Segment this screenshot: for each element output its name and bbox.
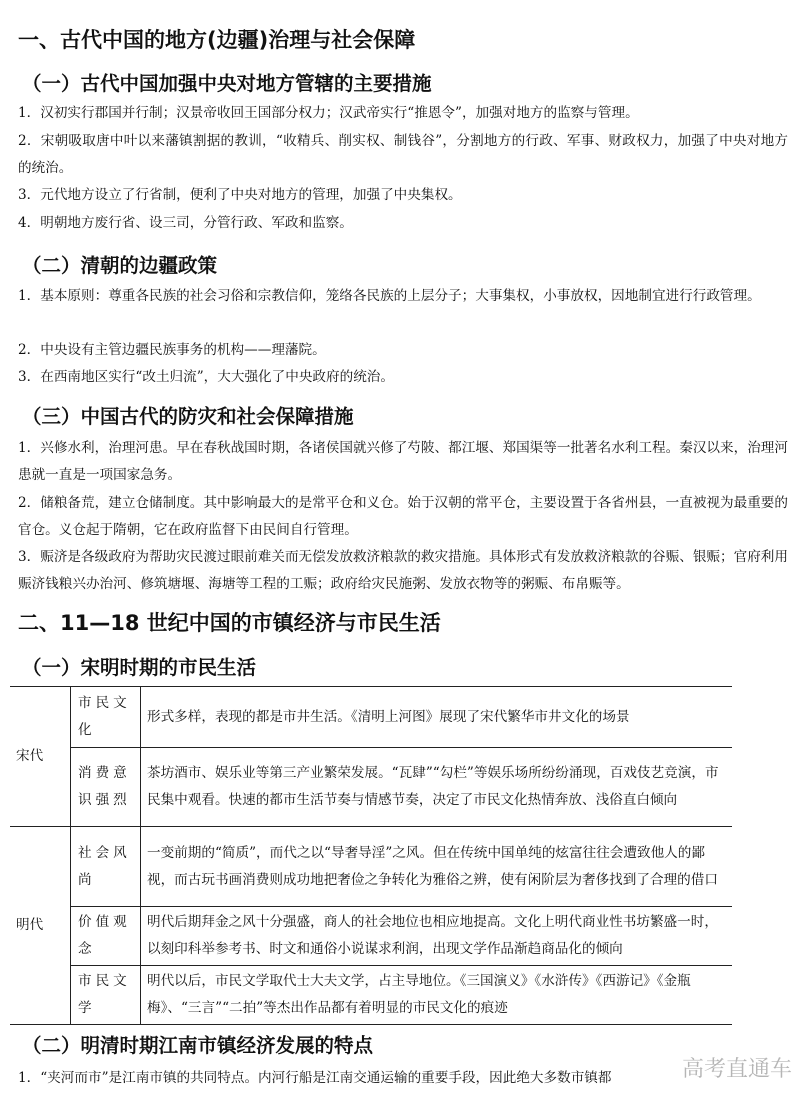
aspect-cell: 社会风尚 bbox=[71, 827, 141, 907]
aspect-cell: 市民文化 bbox=[71, 687, 141, 748]
content-cell: 形式多样，表现的都是市井生活。《清明上河图》展现了宋代繁华市井文化的场景 bbox=[141, 687, 733, 748]
paragraph: 3．赈济是各级政府为帮助灾民渡过眼前难关而无偿发放救济粮款的救灾措施。具体形式有发放救济粮款的谷赈、银赈；官府利用赈济钱粮兴办治河、修筑塘堰、海塘等工程的工赈；政府给灾民施粥、发放衣物等的粥赈、布帛赈等。 bbox=[18, 549, 788, 592]
paragraph: 3．在西南地区实行“改土归流”，大大强化了中央政府的统治。 bbox=[18, 369, 394, 385]
section-1-title: 一、古代中国的地方(边疆)治理与社会保障 bbox=[18, 28, 416, 52]
paragraph: 2．储粮备荒，建立仓储制度。其中影响最大的是常平仓和义仓。始于汉朝的常平仓，主要设置于各省州县，一直被视为最重要的官仓。义仓起于隋朝，它在政府监督下由民间自行管理。 bbox=[18, 495, 788, 538]
subsection-title: （一）宋明时期的市民生活 bbox=[22, 656, 257, 679]
watermark: 高考直通车 bbox=[681, 1057, 792, 1082]
era-cell: 明代 bbox=[10, 827, 71, 1025]
content-cell: 明代以后，市民文学取代士大夫文学，占主导地位。《三国演义》《水浒传》《西游记》《金瓶梅》、“三言”“二拍”等杰出作品都有着明显的市民文化的痕迹 bbox=[141, 966, 733, 1025]
aspect-cell: 市民文学 bbox=[71, 966, 141, 1025]
subsection-title: （三）中国古代的防灾和社会保障措施 bbox=[22, 405, 354, 428]
paragraph: 4．明朝地方废行省、设三司，分管行政、军政和监察。 bbox=[18, 215, 353, 231]
paragraph: 1．基本原则：尊重各民族的社会习俗和宗教信仰，笼络各民族的上层分子；大事集权，小事放权，因地制宜进行行政管理。 bbox=[18, 288, 761, 304]
content-cell: 一变前期的“简质”，而代之以“导奢导淫”之风。但在传统中国单纯的炫富往往会遭致他人的鄙视，而古玩书画消费则成功地把奢俭之争转化为雅俗之辨，使有闲阶层为奢侈找到了合理的借口 bbox=[141, 827, 733, 907]
paragraph: 2．宋朝吸取唐中叶以来藩镇割据的教训，“收精兵、削实权、制钱谷”，分割地方的行政、军事、财政权力，加强了中央对地方的统治。 bbox=[18, 133, 788, 176]
content-cell: 明代后期拜金之风十分强盛，商人的社会地位也相应地提高。文化上明代商业性书坊繁盛一时，以刻印科举参考书、时文和通俗小说谋求利润，出现文学作品渐趋商品化的倾向 bbox=[141, 907, 733, 966]
subsection-title: （一）古代中国加强中央对地方管辖的主要措施 bbox=[22, 72, 432, 95]
paragraph: 2．中央设有主管边疆民族事务的机构——理藩院。 bbox=[18, 342, 326, 358]
subsection-title: （二）明清时期江南市镇经济发展的特点 bbox=[22, 1034, 374, 1057]
content-cell: 茶坊酒市、娱乐业等第三产业繁荣发展。“瓦肆”“勾栏”等娱乐场所纷纷涌现，百戏伎艺竞演，市民集中观看。快速的都市生活节奏与情感节奏，决定了市民文化热情奔放、浅俗直白倾向 bbox=[141, 748, 733, 827]
paragraph: 1．兴修水利，治理河患。早在春秋战国时期，各诸侯国就兴修了芍陂、都江堰、郑国渠等一批著名水利工程。秦汉以来，治理河患就一直是一项国家急务。 bbox=[18, 440, 788, 483]
paragraph: 1．汉初实行郡国并行制；汉景帝收回王国部分权力；汉武帝实行“推恩令”，加强对地方的监察与管理。 bbox=[18, 105, 639, 121]
paragraph: 3．元代地方设立了行省制，便利了中央对地方的管理，加强了中央集权。 bbox=[18, 187, 462, 203]
civic-life-table bbox=[10, 686, 732, 1025]
subsection-title: （二）清朝的边疆政策 bbox=[22, 254, 218, 277]
aspect-cell: 价值观念 bbox=[71, 907, 141, 966]
aspect-cell: 消费意识强烈 bbox=[71, 748, 141, 827]
section-2-title: 二、11—18 世纪中国的市镇经济与市民生活 bbox=[18, 611, 441, 635]
era-cell: 宋代 bbox=[10, 687, 71, 827]
paragraph: 1．“夹河而市”是江南市镇的共同特点。内河行船是江南交通运输的重要手段，因此绝大多数市镇都 bbox=[18, 1070, 612, 1086]
